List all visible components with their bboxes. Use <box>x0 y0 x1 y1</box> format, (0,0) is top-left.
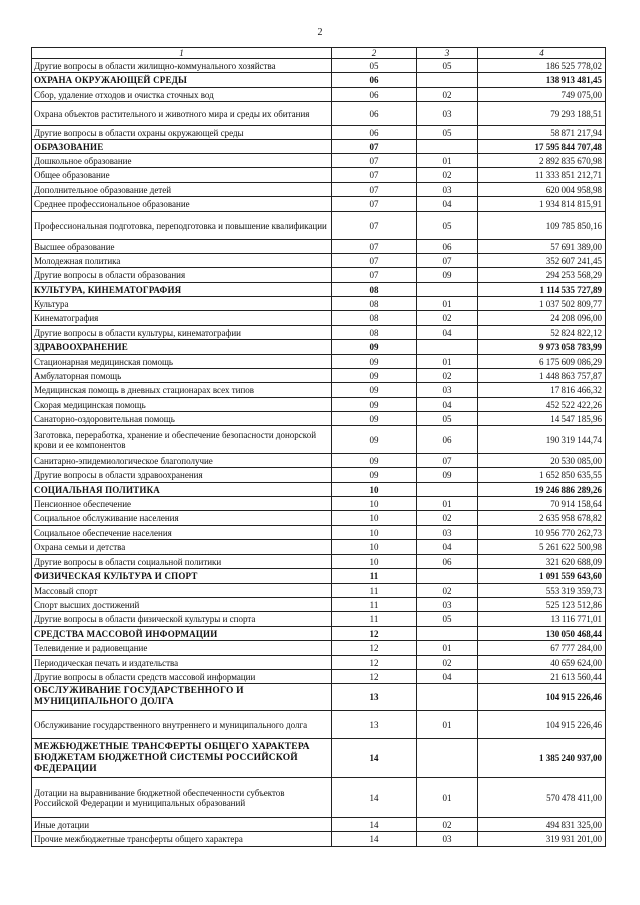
row-name: ФИЗИЧЕСКАЯ КУЛЬТУРА И СПОРТ <box>32 569 332 584</box>
row-subsection-code: 03 <box>417 102 478 126</box>
table-row <box>32 59 606 73</box>
row-section-code: 11 <box>332 598 417 612</box>
row-amount: 138 913 481,45 <box>478 73 606 88</box>
table-row <box>32 398 606 412</box>
row-section-code: 12 <box>332 641 417 656</box>
row-section-code: 06 <box>332 88 417 102</box>
table-row <box>32 254 606 268</box>
row-subsection-code: 07 <box>417 454 478 468</box>
row-amount: 2 635 958 678,82 <box>478 511 606 526</box>
row-name: МЕЖБЮДЖЕТНЫЕ ТРАНСФЕРТЫ ОБЩЕГО ХАРАКТЕРА БЮДЖЕТАМ БЮДЖЕТНОЙ СИСТЕМЫ РОССИЙСКОЙ ФЕДЕРАЦИИ <box>32 739 332 778</box>
row-amount: 294 253 568,29 <box>478 268 606 283</box>
table-row <box>32 641 606 656</box>
row-subsection-code <box>417 739 478 778</box>
row-name: Культура <box>32 297 332 311</box>
row-section-code: 10 <box>332 497 417 511</box>
row-name: Спорт высших достижений <box>32 598 332 612</box>
row-section-code: 07 <box>332 240 417 254</box>
row-subsection-code: 05 <box>417 59 478 73</box>
row-subsection-code: 03 <box>417 526 478 540</box>
row-section-code: 07 <box>332 140 417 154</box>
row-subsection-code: 02 <box>417 168 478 183</box>
row-name: Амбулаторная помощь <box>32 369 332 383</box>
table-row <box>32 818 606 832</box>
row-amount: 104 915 226,46 <box>478 684 606 711</box>
header-col-4: 4 <box>478 48 606 59</box>
row-amount: 553 319 359,73 <box>478 584 606 598</box>
row-subsection-code <box>417 483 478 497</box>
section-row <box>32 73 606 88</box>
row-subsection-code: 05 <box>417 412 478 426</box>
row-name: Молодежная политика <box>32 254 332 268</box>
row-amount: 58 871 217,94 <box>478 126 606 140</box>
section-row <box>32 684 606 711</box>
row-subsection-code <box>417 569 478 584</box>
row-name: Другие вопросы в области образования <box>32 268 332 283</box>
row-name: Заготовка, переработка, хранение и обеспечение безопасности донорской крови и ее компонентов <box>32 426 332 454</box>
row-subsection-code: 01 <box>417 297 478 311</box>
row-amount: 40 659 624,00 <box>478 656 606 670</box>
row-name: Периодическая печать и издательства <box>32 656 332 670</box>
row-name: Скорая медицинская помощь <box>32 398 332 412</box>
row-section-code: 10 <box>332 526 417 540</box>
row-amount: 67 777 284,00 <box>478 641 606 656</box>
row-name: Дотации на выравнивание бюджетной обеспеченности субъектов Российской Федерации и муниципальных образований <box>32 778 332 818</box>
row-name: Сбор, удаление отходов и очистка сточных вод <box>32 88 332 102</box>
row-section-code: 06 <box>332 102 417 126</box>
row-section-code: 05 <box>332 59 417 73</box>
table-row <box>32 311 606 326</box>
table-row <box>32 412 606 426</box>
row-subsection-code: 01 <box>417 711 478 739</box>
table-row <box>32 369 606 383</box>
header-col-2: 2 <box>332 48 417 59</box>
row-name: Массовый спорт <box>32 584 332 598</box>
row-name: Другие вопросы в области средств массовой информации <box>32 670 332 684</box>
table-row <box>32 426 606 454</box>
row-amount: 9 973 058 783,99 <box>478 340 606 355</box>
row-amount: 190 319 144,74 <box>478 426 606 454</box>
table-row <box>32 497 606 511</box>
table-row <box>32 102 606 126</box>
row-name: Другие вопросы в области жилищно-коммунального хозяйства <box>32 59 332 73</box>
row-amount: 52 824 822,12 <box>478 326 606 340</box>
row-subsection-code: 05 <box>417 612 478 627</box>
row-name: Дополнительное образование детей <box>32 183 332 197</box>
row-section-code: 08 <box>332 326 417 340</box>
row-name: ЗДРАВООХРАНЕНИЕ <box>32 340 332 355</box>
row-section-code: 09 <box>332 426 417 454</box>
row-name: Социальное обслуживание населения <box>32 511 332 526</box>
row-section-code: 07 <box>332 197 417 212</box>
row-section-code: 11 <box>332 569 417 584</box>
row-subsection-code: 04 <box>417 540 478 555</box>
row-section-code: 07 <box>332 154 417 168</box>
row-subsection-code: 04 <box>417 197 478 212</box>
table-row <box>32 832 606 847</box>
row-section-code: 12 <box>332 627 417 641</box>
row-amount: 1 385 240 937,00 <box>478 739 606 778</box>
table-row <box>32 555 606 569</box>
row-amount: 17 816 466,32 <box>478 383 606 398</box>
row-subsection-code: 03 <box>417 832 478 847</box>
table-row <box>32 355 606 369</box>
row-section-code: 07 <box>332 168 417 183</box>
row-section-code: 12 <box>332 656 417 670</box>
row-name: Санаторно-оздоровительная помощь <box>32 412 332 426</box>
section-row <box>32 340 606 355</box>
row-subsection-code: 01 <box>417 778 478 818</box>
row-subsection-code: 09 <box>417 468 478 483</box>
row-amount: 452 522 422,26 <box>478 398 606 412</box>
row-subsection-code: 02 <box>417 311 478 326</box>
row-subsection-code: 03 <box>417 383 478 398</box>
table-row <box>32 526 606 540</box>
row-section-code: 07 <box>332 268 417 283</box>
row-amount: 186 525 778,02 <box>478 59 606 73</box>
row-amount: 70 914 158,64 <box>478 497 606 511</box>
row-name: ОБСЛУЖИВАНИЕ ГОСУДАРСТВЕННОГО И МУНИЦИПАЛЬНОГО ДОЛГА <box>32 684 332 711</box>
row-subsection-code <box>417 140 478 154</box>
row-subsection-code: 09 <box>417 268 478 283</box>
row-amount: 1 091 559 643,60 <box>478 569 606 584</box>
row-subsection-code: 04 <box>417 326 478 340</box>
row-name: Обслуживание государственного внутреннего и муниципального долга <box>32 711 332 739</box>
table-row <box>32 598 606 612</box>
row-amount: 79 293 188,51 <box>478 102 606 126</box>
row-subsection-code: 02 <box>417 656 478 670</box>
table-row <box>32 183 606 197</box>
row-name: Высшее образование <box>32 240 332 254</box>
row-section-code: 09 <box>332 369 417 383</box>
row-section-code: 12 <box>332 670 417 684</box>
row-section-code: 14 <box>332 778 417 818</box>
budget-table <box>31 47 606 847</box>
table-header-row <box>32 48 606 59</box>
table-row <box>32 584 606 598</box>
row-name: Другие вопросы в области физической культуры и спорта <box>32 612 332 627</box>
table-row <box>32 454 606 468</box>
row-name: Профессиональная подготовка, переподготовка и повышение квалификации <box>32 212 332 240</box>
row-section-code: 13 <box>332 684 417 711</box>
row-subsection-code <box>417 684 478 711</box>
table-row <box>32 511 606 526</box>
row-subsection-code: 02 <box>417 511 478 526</box>
row-name: Дошкольное образование <box>32 154 332 168</box>
row-amount: 20 530 085,00 <box>478 454 606 468</box>
row-subsection-code: 06 <box>417 555 478 569</box>
row-amount: 1 652 850 635,55 <box>478 468 606 483</box>
row-name: Социальное обеспечение населения <box>32 526 332 540</box>
row-amount: 130 050 468,44 <box>478 627 606 641</box>
row-subsection-code: 01 <box>417 497 478 511</box>
row-subsection-code <box>417 73 478 88</box>
row-amount: 570 478 411,00 <box>478 778 606 818</box>
table-row <box>32 540 606 555</box>
row-amount: 104 915 226,46 <box>478 711 606 739</box>
row-name: Среднее профессиональное образование <box>32 197 332 212</box>
row-name: КУЛЬТУРА, КИНЕМАТОГРАФИЯ <box>32 283 332 297</box>
row-section-code: 09 <box>332 468 417 483</box>
table-row <box>32 612 606 627</box>
header-col-3: 3 <box>417 48 478 59</box>
row-subsection-code: 02 <box>417 369 478 383</box>
row-amount: 749 075,00 <box>478 88 606 102</box>
row-section-code: 09 <box>332 398 417 412</box>
row-subsection-code: 06 <box>417 426 478 454</box>
row-amount: 19 246 886 289,26 <box>478 483 606 497</box>
section-row <box>32 569 606 584</box>
table-row <box>32 126 606 140</box>
row-section-code: 10 <box>332 483 417 497</box>
table-row <box>32 778 606 818</box>
row-amount: 21 613 560,44 <box>478 670 606 684</box>
row-section-code: 14 <box>332 832 417 847</box>
row-name: Телевидение и радиовещание <box>32 641 332 656</box>
row-subsection-code: 01 <box>417 355 478 369</box>
row-amount: 10 956 770 262,73 <box>478 526 606 540</box>
row-amount: 11 333 851 212,71 <box>478 168 606 183</box>
row-section-code: 10 <box>332 511 417 526</box>
row-name: Пенсионное обеспечение <box>32 497 332 511</box>
row-subsection-code: 03 <box>417 598 478 612</box>
row-subsection-code: 05 <box>417 126 478 140</box>
row-section-code: 09 <box>332 454 417 468</box>
table-row <box>32 383 606 398</box>
section-row <box>32 483 606 497</box>
row-section-code: 07 <box>332 254 417 268</box>
row-name: Санитарно-эпидемиологическое благополучие <box>32 454 332 468</box>
row-section-code: 10 <box>332 540 417 555</box>
table-row <box>32 168 606 183</box>
row-subsection-code: 02 <box>417 584 478 598</box>
row-amount: 17 595 844 707,48 <box>478 140 606 154</box>
section-row <box>32 739 606 778</box>
row-name: СРЕДСТВА МАССОВОЙ ИНФОРМАЦИИ <box>32 627 332 641</box>
row-amount: 109 785 850,16 <box>478 212 606 240</box>
row-amount: 1 037 502 809,77 <box>478 297 606 311</box>
row-subsection-code: 02 <box>417 818 478 832</box>
row-name: Другие вопросы в области культуры, кинематографии <box>32 326 332 340</box>
row-amount: 319 931 201,00 <box>478 832 606 847</box>
row-section-code: 13 <box>332 711 417 739</box>
row-amount: 620 004 958,98 <box>478 183 606 197</box>
row-amount: 57 691 389,00 <box>478 240 606 254</box>
row-name: Общее образование <box>32 168 332 183</box>
table-row <box>32 468 606 483</box>
row-name: Охрана семьи и детства <box>32 540 332 555</box>
page-number: 2 <box>317 27 323 38</box>
row-section-code: 07 <box>332 212 417 240</box>
row-section-code: 08 <box>332 297 417 311</box>
section-row <box>32 140 606 154</box>
row-subsection-code <box>417 283 478 297</box>
row-section-code: 06 <box>332 73 417 88</box>
section-row <box>32 283 606 297</box>
row-amount: 1 934 814 815,91 <box>478 197 606 212</box>
row-section-code: 09 <box>332 412 417 426</box>
table-row <box>32 670 606 684</box>
row-section-code: 10 <box>332 555 417 569</box>
row-amount: 24 208 096,00 <box>478 311 606 326</box>
row-amount: 321 620 688,09 <box>478 555 606 569</box>
row-subsection-code: 02 <box>417 88 478 102</box>
row-subsection-code: 04 <box>417 398 478 412</box>
row-section-code: 11 <box>332 584 417 598</box>
row-section-code: 08 <box>332 283 417 297</box>
row-subsection-code: 03 <box>417 183 478 197</box>
row-amount: 13 116 771,01 <box>478 612 606 627</box>
row-name: СОЦИАЛЬНАЯ ПОЛИТИКА <box>32 483 332 497</box>
row-section-code: 14 <box>332 818 417 832</box>
row-subsection-code: 07 <box>417 254 478 268</box>
table-row <box>32 154 606 168</box>
table-row <box>32 240 606 254</box>
row-section-code: 07 <box>332 183 417 197</box>
table-row <box>32 197 606 212</box>
row-section-code: 08 <box>332 311 417 326</box>
row-amount: 352 607 241,45 <box>478 254 606 268</box>
row-subsection-code: 04 <box>417 670 478 684</box>
row-section-code: 06 <box>332 126 417 140</box>
row-section-code: 14 <box>332 739 417 778</box>
table-row <box>32 212 606 240</box>
row-name: Стационарная медицинская помощь <box>32 355 332 369</box>
row-amount: 525 123 512,86 <box>478 598 606 612</box>
row-name: Прочие межбюджетные трансферты общего характера <box>32 832 332 847</box>
row-section-code: 09 <box>332 340 417 355</box>
row-section-code: 09 <box>332 383 417 398</box>
row-subsection-code: 06 <box>417 240 478 254</box>
row-name: ОХРАНА ОКРУЖАЮЩЕЙ СРЕДЫ <box>32 73 332 88</box>
row-subsection-code: 01 <box>417 641 478 656</box>
row-name: Другие вопросы в области социальной политики <box>32 555 332 569</box>
row-subsection-code: 05 <box>417 212 478 240</box>
section-row <box>32 627 606 641</box>
row-section-code: 11 <box>332 612 417 627</box>
row-name: Медицинская помощь в дневных стационарах всех типов <box>32 383 332 398</box>
row-amount: 1 448 863 757,87 <box>478 369 606 383</box>
row-name: Охрана объектов растительного и животного мира и среды их обитания <box>32 102 332 126</box>
table-row <box>32 297 606 311</box>
table-row <box>32 656 606 670</box>
row-name: Иные дотации <box>32 818 332 832</box>
row-name: Другие вопросы в области здравоохранения <box>32 468 332 483</box>
row-subsection-code <box>417 340 478 355</box>
row-name: ОБРАЗОВАНИЕ <box>32 140 332 154</box>
row-amount: 6 175 609 086,29 <box>478 355 606 369</box>
row-amount: 5 261 622 500,98 <box>478 540 606 555</box>
row-amount: 14 547 185,96 <box>478 412 606 426</box>
row-subsection-code <box>417 627 478 641</box>
table-row <box>32 88 606 102</box>
table-row <box>32 326 606 340</box>
row-section-code: 09 <box>332 355 417 369</box>
row-name: Другие вопросы в области охраны окружающей среды <box>32 126 332 140</box>
row-amount: 494 831 325,00 <box>478 818 606 832</box>
table-row <box>32 711 606 739</box>
row-amount: 1 114 535 727,89 <box>478 283 606 297</box>
row-amount: 2 892 835 670,98 <box>478 154 606 168</box>
table-row <box>32 268 606 283</box>
row-subsection-code: 01 <box>417 154 478 168</box>
header-col-1: 1 <box>32 48 332 59</box>
row-name: Кинематография <box>32 311 332 326</box>
